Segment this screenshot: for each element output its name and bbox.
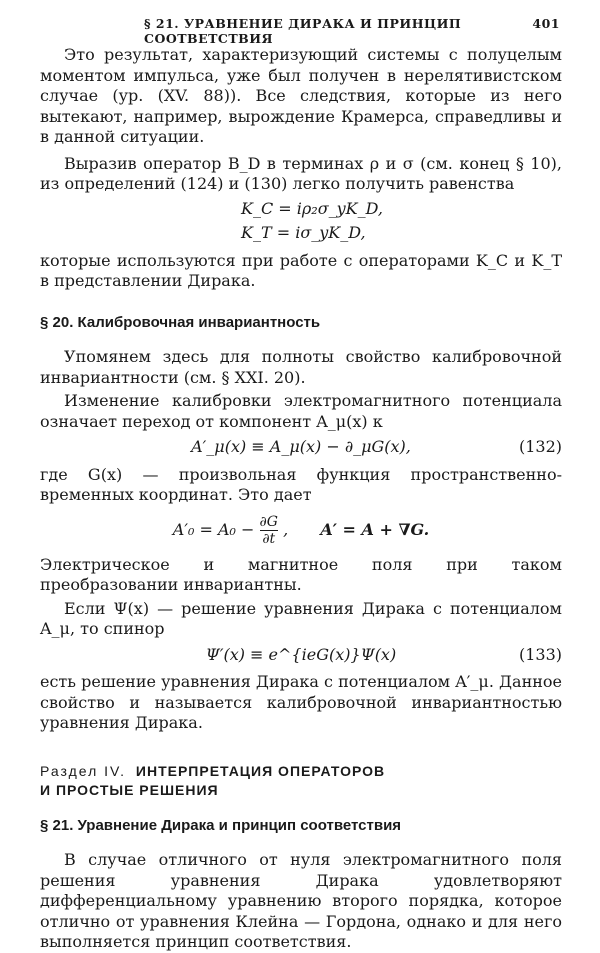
paragraph-9: есть решение уравнения Дирака с потенциалом A′_μ. Данное свойство и называется калибровочной инвариантностью уравнения Дирака. <box>40 672 562 732</box>
paragraph-6: где G(x) — произвольная функция пространственно-временных координат. Это дает <box>40 464 562 504</box>
equation-132-number: (132) <box>518 437 562 456</box>
paragraph-1: Это результат, характеризующий системы с полуцелым моментом импульса, уже был получен в нерелятивистском случае (ур. (XV. 88)). Все следствия, которые из него вытекают, например, вырождение Крамерса, справедливы и в данной ситуации. <box>40 45 562 146</box>
page-number: 401 <box>532 16 560 31</box>
section-heading-21: § 21. Уравнение Дирака и принцип соответствия <box>40 816 402 834</box>
running-head-title: § 21. УРАВНЕНИЕ ДИРАКА И ПРИНЦИП СООТВЕТСТВИЯ <box>144 16 462 46</box>
gauge-lhs: A′₀ = A₀ − <box>172 519 255 539</box>
equation-kt: K_T = iσ_yK_D, <box>241 222 366 242</box>
paragraph-10: В случае отличного от нуля электромагнитного поля решения уравнения Дирака удовлетворяют дифференциальному уравнению второго порядка, которое отлично от уравнения Клейна — Гордона, однако и для него выполняется принцип соответствия. <box>40 850 562 951</box>
gauge-frac-den: ∂t <box>260 530 278 547</box>
equation-gauge <box>40 514 562 547</box>
paragraph-4: Упомянем здесь для полноты свойство калибровочной инвариантности (см. § XXI. 20). <box>40 347 562 387</box>
equation-132 <box>40 437 562 458</box>
equation-k-operators <box>201 197 401 245</box>
gauge-sep: , <box>283 519 289 539</box>
paragraph-8: Если Ψ(x) — решение уравнения Дирака с потенциалом A_μ, то спинор <box>40 598 562 638</box>
gauge-fraction <box>260 514 278 547</box>
part-heading <box>40 762 562 800</box>
gauge-frac-num: ∂G <box>259 513 278 530</box>
gauge-rhs: A′ = A + ∇G. <box>320 519 430 539</box>
equation-133-body: Ψ′(x) ≡ e^{ieG(x)}Ψ(x) <box>205 644 397 664</box>
equation-132-body: A′_μ(x) ≡ A_μ(x) − ∂_μG(x), <box>191 437 411 456</box>
part-title-line2: И ПРОСТЫЕ РЕШЕНИЯ <box>40 781 219 798</box>
section-heading-20: § 20. Калибровочная инвариантность <box>40 313 321 331</box>
paragraph-7: Электрическое и магнитное поля при таком преобразовании инвариантны. <box>40 554 562 594</box>
paragraph-5: Изменение калибровки электромагнитного потенциала означает переход от компонент A_μ(x) к <box>40 391 562 431</box>
part-title-line1: ИНТЕРПРЕТАЦИЯ ОПЕРАТОРОВ <box>135 762 386 779</box>
equation-133 <box>40 645 562 666</box>
paragraph-3: которые используются при работе с операторами K_C и K_T в представлении Дирака. <box>40 250 562 290</box>
equation-kc: K_C = iρ₂σ_yK_D, <box>241 198 383 218</box>
equation-133-number: (133) <box>518 644 562 664</box>
part-label: Раздел IV. <box>40 762 126 779</box>
body-text <box>40 45 562 953</box>
paragraph-2: Выразив оператор B_D в терминах ρ и σ (см. конец § 10), из определений (124) и (130) легко получить равенства <box>40 153 562 193</box>
